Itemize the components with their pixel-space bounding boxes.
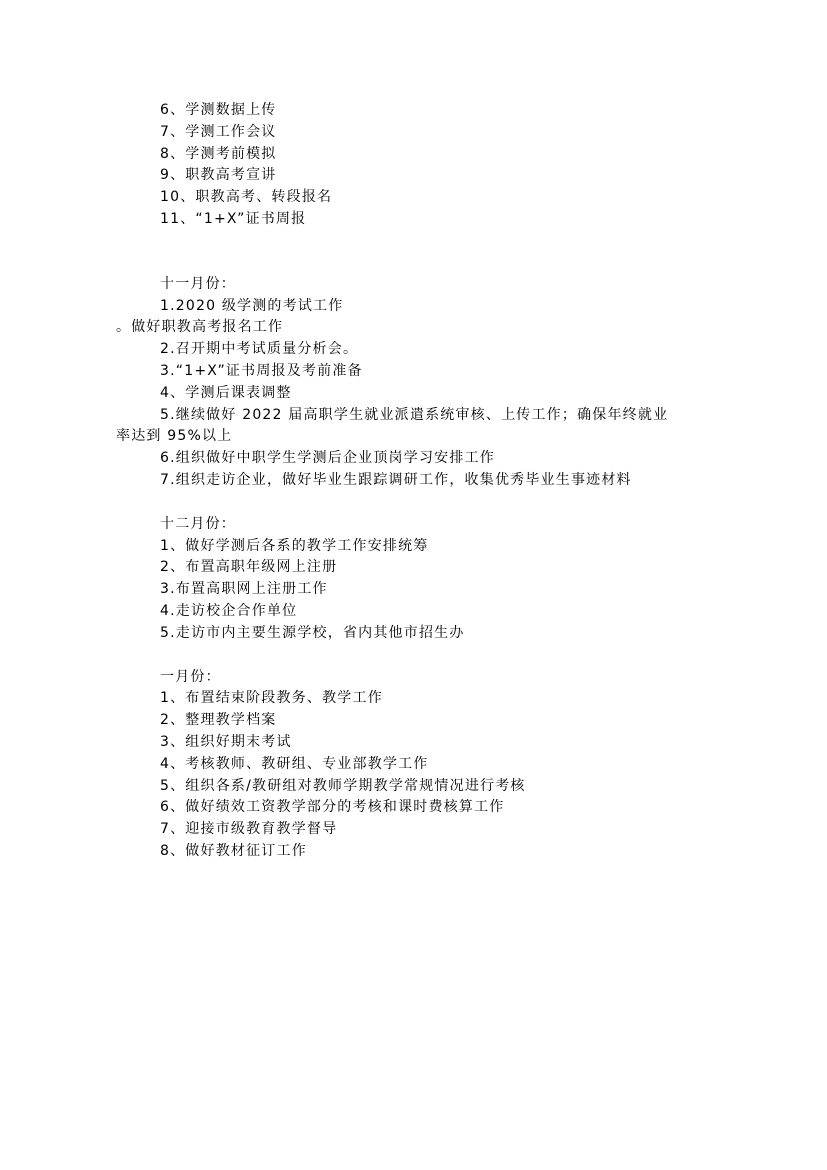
list-item: 8、做好教材征订工作 — [160, 842, 307, 859]
spacer — [116, 492, 706, 514]
list-item: 4、学测后课表调整 — [160, 384, 292, 401]
list-item: 4、考核教师、教研组、专业部教学工作 — [160, 755, 429, 772]
list-item: 3.布置高职网上注册工作 — [160, 581, 328, 598]
list-item-continuation: 。做好职教高考报名工作 — [116, 319, 284, 336]
list-item: 3、组织好期末考试 — [160, 733, 292, 750]
list-item: 8、学测考前模拟 — [160, 145, 277, 162]
section-heading-december: 十二月份： — [160, 515, 236, 532]
list-item: 7、迎接市级教育教学督导 — [160, 821, 338, 838]
list-item: 10、职教高考、转段报名 — [160, 189, 333, 206]
october-items-list — [116, 100, 706, 231]
list-item: 2.召开期中考试质量分析会。 — [160, 341, 359, 358]
list-item: 4.走访校企合作单位 — [160, 602, 298, 619]
list-item: 5.走访市内主要生源学校，省内其他市招生办 — [160, 624, 465, 641]
list-item: 2、布置高职年级网上注册 — [160, 559, 338, 576]
spacer — [116, 645, 706, 667]
list-item: 1、做好学测后各系的教学工作安排统筹 — [160, 537, 429, 554]
list-item: 7、学测工作会议 — [160, 123, 277, 140]
list-item: 3.“1+X”证书周报及考前准备 — [160, 362, 363, 379]
spacer — [116, 231, 706, 274]
december-section — [116, 514, 706, 645]
january-section — [116, 667, 706, 863]
list-item: 1.2020 级学测的考试工作 — [160, 297, 344, 314]
list-item: 7.组织走访企业，做好毕业生跟踪调研工作，收集优秀毕业生事迹材料 — [160, 471, 632, 488]
list-item: 6.组织做好中职学生学测后企业顶岗学习安排工作 — [160, 450, 495, 467]
list-item: 2、整理教学档案 — [160, 712, 277, 729]
list-item: 9、职教高考宣讲 — [160, 167, 277, 184]
list-item: 6、学测数据上传 — [160, 102, 277, 118]
section-heading-november: 十一月份： — [160, 275, 236, 292]
list-item: 11、“1+X”证书周报 — [160, 210, 307, 227]
list-item: 5.继续做好 2022 届高职学生就业派遣系统审核、上传工作；确保年终就业 — [160, 406, 669, 423]
list-item: 6、做好绩效工资教学部分的考核和课时费核算工作 — [160, 799, 505, 816]
document-body — [116, 100, 706, 863]
list-item-continuation: 率达到 95%以上 — [116, 428, 233, 445]
list-item: 5、组织各系/教研组对教师学期教学常规情况进行考核 — [160, 777, 526, 794]
section-heading-january: 一月份： — [160, 668, 221, 685]
list-item: 1、布置结束阶段教务、教学工作 — [160, 690, 383, 707]
november-section — [116, 274, 706, 492]
